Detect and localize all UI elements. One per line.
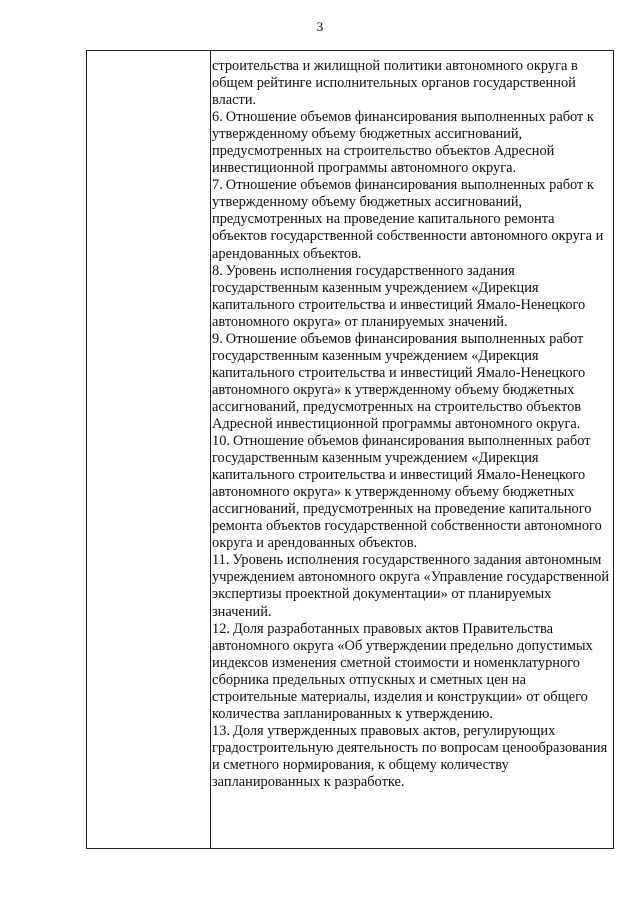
indicator-number: 7. [212,177,223,194]
continuation-text: строительства и жилищной политики автономного округа в общем рейтинге исполнительных органов государственной власти. [212,58,578,109]
indicator-item [212,331,611,433]
document-table [86,50,614,849]
indicator-text: Уровень исполнения государственного задания государственным казенным учреждением «Дирекция капитального строительства и инвестиций Ямало-Ненецкого автономного округа» от планируемых значений. [212,262,586,330]
indicator-list [212,109,611,791]
indicator-item [212,177,611,262]
indicator-number: 10. [212,433,230,450]
indicator-number: 11. [212,552,230,569]
table-right-cell [212,58,611,791]
indicator-item [212,621,611,723]
indicator-text: Отношение объемов финансирования выполненных работ к утвержденному объему бюджетных ассигнований, предусмотренных на строительство объектов Адресной инвестиционной программы автономного округа. [212,109,594,177]
indicator-number: 8. [212,262,223,279]
indicator-number: 9. [212,330,223,347]
indicator-number: 6. [212,109,223,126]
table-left-cell [87,51,211,848]
page-number: 3 [316,19,324,34]
indicator-number: 12. [212,620,230,637]
indicator-text: Уровень исполнения государственного задания автономным учреждением автономного округа «Управление государственной экспертизы проектной документации» от планируемых значений. [212,552,610,620]
indicator-text: Доля разработанных правовых актов Правительства автономного округа «Об утверждении предельно допустимых индексов изменения сметной стоимости и номенклатурного сборника предельных отпускных и сметных цен на строительные материалы, изделия и конструкции» от общего количества запланированных к утверждению. [212,620,593,722]
indicator-item [212,109,611,177]
indicator-item [212,263,611,331]
indicator-text: Отношение объемов финансирования выполненных работ государственным казенным учреждением «Дирекция капитального строительства и инвестиций Ямало-Ненецкого автономного округа» к утвержденному объему бюджетных ассигнований, предусмотренных на проведение капитального ремонта объектов государственной собственности автономного округа и арендованных объектов. [212,433,602,552]
indicator-item [212,433,611,552]
indicator-item [212,552,611,620]
indicator-text: Отношение объемов финансирования выполненных работ государственным казенным учреждением «Дирекция капитального строительства и инвестиций Ямало-Ненецкого автономного округа» к утвержденному объему бюджетных ассигнований, предусмотренных на строительство объектов Адресной инвестиционной программы автономного округа. [212,330,586,432]
indicator-text: Доля утвержденных правовых актов, регулирующих градостроительную деятельность по вопросам ценообразования и сметного нормирования, к общему количеству запланированных к разработке. [212,722,608,790]
indicator-number: 13. [212,722,230,739]
indicator-text: Отношение объемов финансирования выполненных работ к утвержденному объему бюджетных ассигнований, предусмотренных на проведение капитального ремонта объектов государственной собственности автономного округа и арендованных объектов. [212,177,604,262]
indicator-item [212,723,611,791]
